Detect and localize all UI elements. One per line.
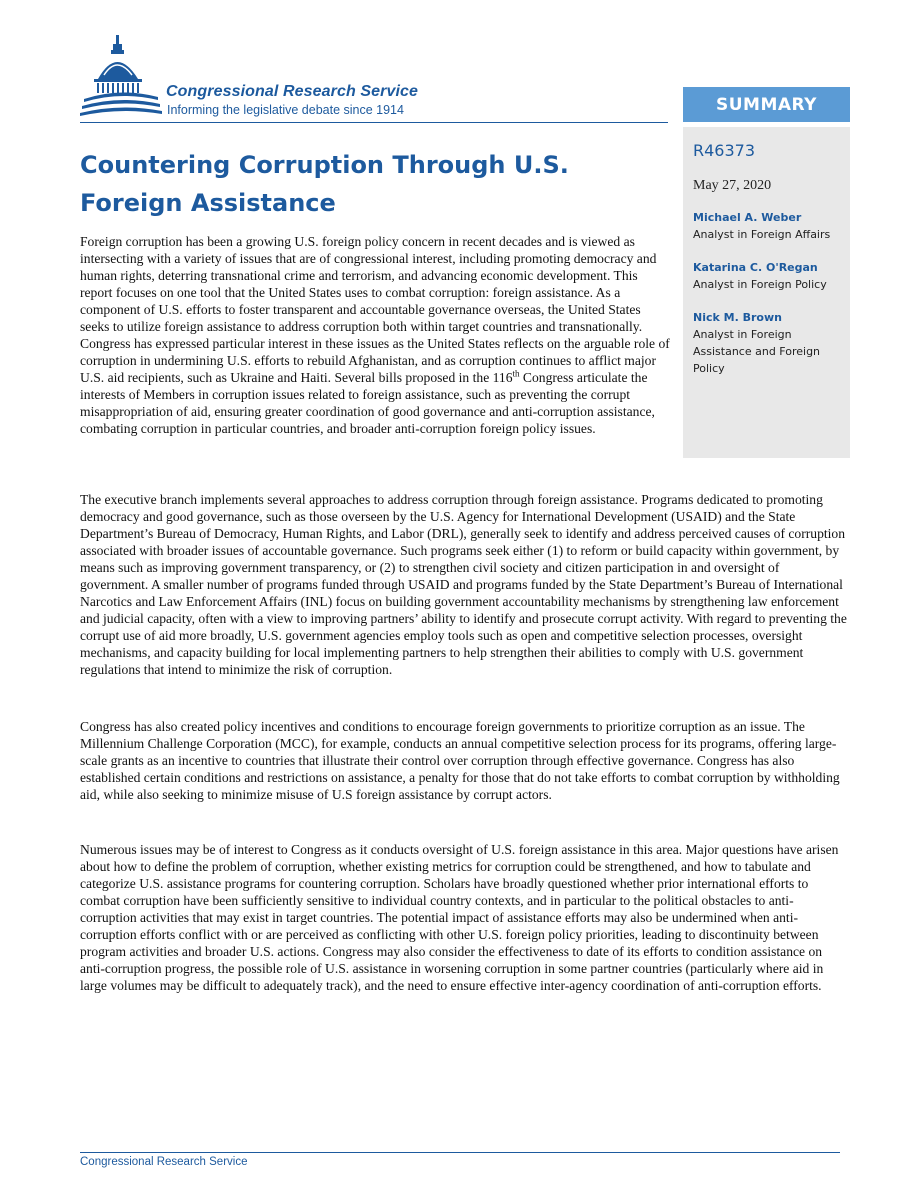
author-block	[693, 260, 842, 293]
org-tagline: Informing the legislative debate since 1914	[167, 103, 404, 117]
author-block	[693, 310, 842, 377]
report-sidebar	[683, 127, 850, 458]
footer-org-name: Congressional Research Service	[80, 1156, 248, 1168]
capitol-dome-icon	[80, 35, 162, 121]
summary-paragraph-2: The executive branch implements several approaches to address corruption through foreign assistance. Programs dedicated to promoting democracy and good governance, such as those overseen by the U.S. Agency for International Development (USAID) and the State Department’s Bureau of Democracy, Human Rights, and Labor (DRL), generally seek to identify and address perceived causes of corruption associated with broader issues of accountable governance. Such programs seek either (1) to reform or build capacity within government, by means such as improving government transparency, or (2) to strengthen civil society and citizen participation in and oversight of government. A smaller number of programs funded through USAID and programs funded by the State Department’s Bureau of International Narcotics and Law Enforcement Affairs (INL) focus on building government accountability mechanisms by strengthening law enforcement and judicial capacity, often with a view to improving partners’ ability to identify and prosecute corrupt activity. With regard to preventing the corrupt use of aid more broadly, U.S. government agencies employ tools such as open and competitive selection processes, oversight mechanisms, and capacity building for local implementing partners to help strengthen their abilities to comply with U.S. government regulations that intend to minimize the risk of corruption.	[80, 492, 847, 677]
author-name: Katarina C. O'Regan	[693, 261, 818, 274]
crs-logo	[80, 35, 480, 125]
author-title: Analyst in Foreign Policy	[693, 278, 827, 291]
report-number: R46373	[693, 141, 756, 160]
author-title: Analyst in Foreign Assistance and Foreign Policy	[693, 328, 821, 375]
author-block	[693, 210, 842, 243]
author-name: Nick M. Brown	[693, 311, 782, 324]
org-name: Congressional Research Service	[166, 83, 419, 100]
paragraph-text: Congress articulate the interests of Members in corruption issues related to foreign assistance, such as preventing the corrupt misappropriation of aid, ensuring greater coordination of good governance and anti-corruption assistance, combating corruption in particular countries, and broader anti-corruption foreign policy issues.	[80, 370, 655, 436]
header-divider	[80, 122, 668, 123]
report-date: May 27, 2020	[693, 178, 772, 193]
author-name: Michael A. Weber	[693, 211, 802, 224]
summary-paragraph-3: Congress has also created policy incentives and conditions to encourage foreign governments to prioritize corruption as an issue. The Millennium Challenge Corporation (MCC), for example, conducts an annual competitive selection process for its programs, offering large-scale grants as an incentive to countries that illustrate their control over corruption through effective governance. Congress has also established certain conditions and restrictions on assistance, a penalty for those that do not take efforts to combat corruption by withholding aid, while also seeking to minimize misuse of U.S foreign assistance by corrupt actors.	[80, 719, 840, 802]
summary-paragraph-1	[80, 233, 670, 437]
paragraph-text: Foreign corruption has been a growing U.S. foreign policy concern in recent decades and is viewed as intersecting with a variety of issues that are of congressional interest, including promoting democracy and human rights, deterring transnational crime and terrorism, and advancing economic development. This report focuses on one tool that the United States uses to combat corruption: foreign assistance. As a component of U.S. efforts to foster transparent and accountable governance overseas, the United States seeks to utilize foreign assistance to address corruption both within target countries and transnationally. Congress has expressed particular interest in these issues as the United States reflects on the arguable role of corruption in undermining U.S. efforts to rebuild Afghanistan, and as corruption continues to afflict major U.S. aid recipients, such as Ukraine and Haiti. Several bills proposed in the 116	[80, 234, 670, 385]
summary-label: SUMMARY	[683, 87, 850, 122]
report-title: Countering Corruption Through U.S. Foreign Assistance	[80, 151, 569, 217]
author-title: Analyst in Foreign Affairs	[693, 228, 831, 241]
summary-paragraph-4: Numerous issues may be of interest to Congress as it conducts oversight of U.S. foreign assistance in this area. Major questions have arisen about how to define the problem of corruption, whether existing metrics for corruption could be strengthened, and how to tabulate and categorize U.S. assistance programs for countering corruption. Scholars have broadly questioned whether prior international efforts to combat corruption have been sufficiently sensitive to individual country contexts, and in particular to the political obstacles to anti-corruption activities that may exist in target countries. The potential impact of assistance efforts may also be undermined when anti-corruption efforts conflict with or are perceived as conflicting with other U.S. foreign policy priorities, leading to discontinuity between program activities and broader U.S. actions. Congress may also consider the effectiveness to date of its efforts to condition assistance on anti-corruption progress, the possible role of U.S. assistance in worsening corruption in some partner countries (particularly where aid in large volumes may be difficult to adequately track), and the need to ensure effective inter-agency coordination of anti-corruption efforts.	[80, 842, 839, 993]
footer-divider	[80, 1152, 840, 1153]
ordinal-suffix: th	[512, 368, 520, 379]
